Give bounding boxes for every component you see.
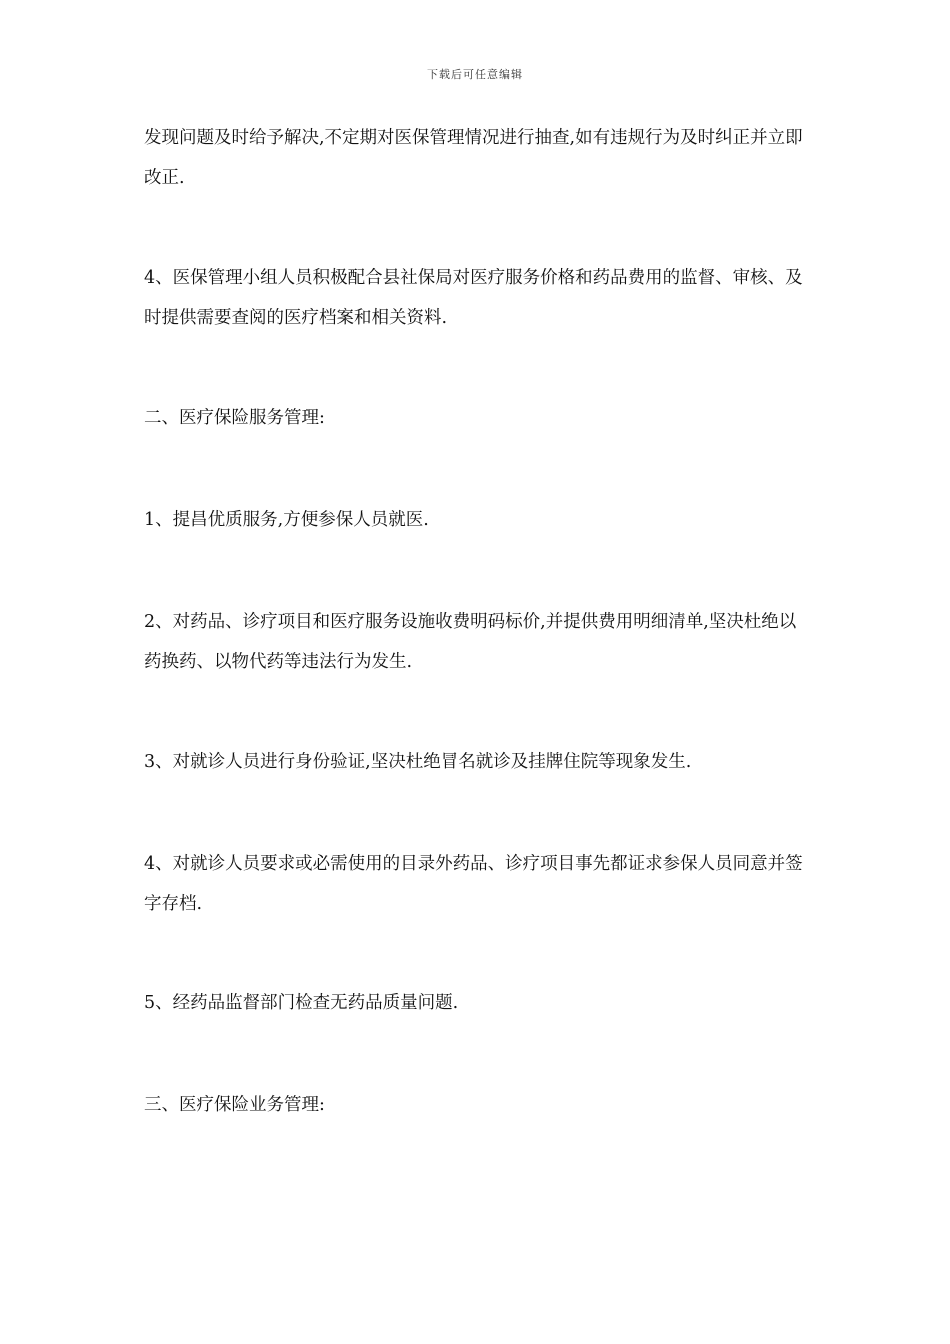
page-header: 下载后可任意编辑	[427, 68, 523, 81]
paragraph-4: 2、对药品、诊疗项目和医疗服务设施收费明码标价,并提供费用明细清单,坚决杜绝以药换药、以物代药等违法行为发生.	[144, 612, 797, 672]
paragraph-7: 5、经药品监督部门检查无药品质量问题.	[144, 993, 459, 1013]
paragraph-2: 4、医保管理小组人员积极配合县社保局对医疗服务价格和药品费用的监督、审核、及时提供需要查阅的医疗档案和相关资料.	[144, 268, 803, 328]
paragraph-5: 3、对就诊人员进行身份验证,坚决杜绝冒名就诊及挂牌住院等现象发生.	[144, 752, 692, 772]
section-heading-2: 二、医疗保险服务管理:	[144, 408, 325, 428]
paragraph-3: 1、提昌优质服务,方便参保人员就医.	[144, 510, 429, 530]
section-heading-3: 三、医疗保险业务管理:	[144, 1095, 325, 1115]
paragraph-6: 4、对就诊人员要求或必需使用的目录外药品、诊疗项目事先都证求参保人员同意并签字存档.	[144, 854, 803, 914]
paragraph-1: 发现问题及时给予解决,不定期对医保管理情况进行抽查,如有违规行为及时纠正并立即改正.	[144, 128, 803, 188]
